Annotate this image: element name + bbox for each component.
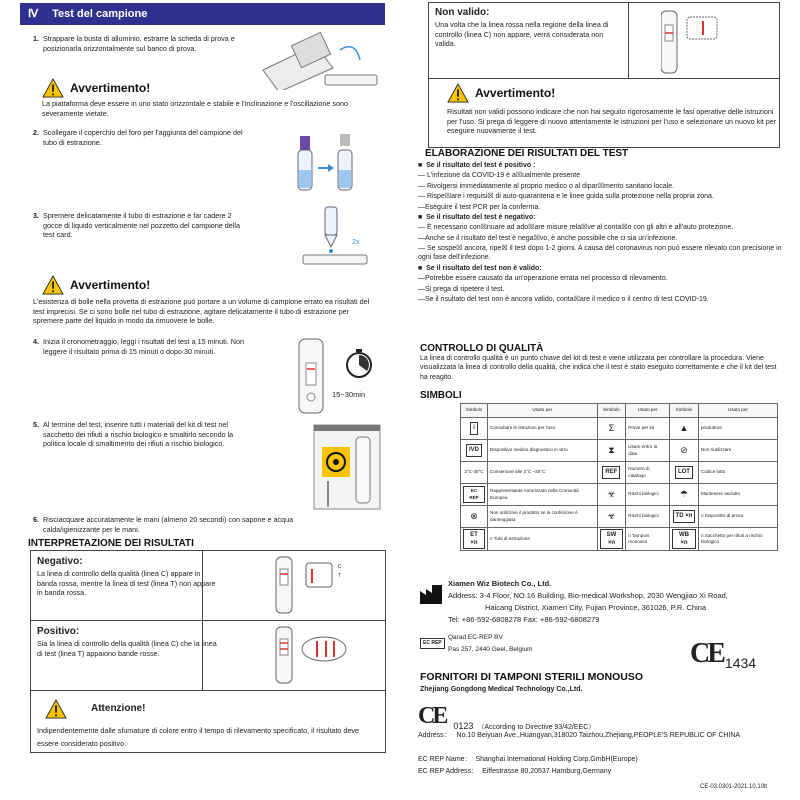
- biohazard-icon: ☣: [607, 489, 616, 500]
- elaboration-title: ELABORAZIONE DEI RISULTATI DEL TEST: [425, 148, 629, 159]
- invalid-line: —Si prega di ripetere il test.: [418, 285, 505, 293]
- document-code: CE-03.0301-2021.10.10lt: [700, 784, 768, 790]
- swab-directive: （According to Directive 93/42/EEC）: [477, 723, 596, 731]
- swab-supplier-title: FORNITORI DI TAMPONI STERILI MONOUSO: [420, 671, 644, 683]
- negative-line: — È necessario con☒nuare ad ado☒are misure rela☒ve al conta☒o con gli altri e all'auto protezione.: [418, 224, 734, 232]
- manufacturer-icon: [418, 583, 444, 605]
- quality-control-text: La linea di controllo qualità è un punto chiave del kit di test e viene utilizzata per controllare la procedura. Viene visualizzata la linea di controllo della qualità, che indica che il test è stato eseguito correttamente e che il kit del test ha reagito.: [420, 355, 777, 381]
- sigma-icon: Σ: [608, 423, 615, 434]
- symbol-meaning: Mantenere asciutto: [698, 484, 777, 506]
- manufacturer-name: Xiamen Wiz Biotech Co., Ltd.: [448, 579, 552, 588]
- negative-box: [30, 550, 386, 621]
- symbol-meaning: Rischi biologici: [626, 484, 670, 506]
- table-row: [461, 418, 778, 440]
- warning-2-text: L'esistenza di bolle nella provetta di estrazione può portare a un volume di campione errato ea risultati del test imprecisi. Se ci sono bolle nel tubo di estrazione, agitare delicatamente il tubo di estrazione per spremere parte del liquido in modo da rimuovere le bolle.: [33, 297, 370, 326]
- header-cell: Simbolo: [597, 404, 626, 418]
- step-text: Inizia il cronometraggio, leggi i risultati del test a 15 minuti. Non leggere il risultato prima di 15 minuti o dopo 30 minuti.: [43, 337, 244, 356]
- table-row: [461, 440, 778, 462]
- symbol-meaning: Rappresentante Autorizzato nella Comunità Europea: [488, 484, 598, 506]
- ce-mark-0123: [418, 700, 595, 732]
- symbol-meaning: Dispositivo medico diagnostico in vitro: [488, 440, 598, 462]
- ivd-icon: IVD: [466, 444, 482, 456]
- do-not-reuse-icon: ⊘: [680, 445, 688, 456]
- manufacturer-icon: ▲: [679, 423, 689, 434]
- invalid-line: —Se il risultato del test non è ancora valido, conta☒are il medico o il centro di test COVID-19.: [418, 295, 709, 303]
- ec-rep-name: Qarad EC-REP BV: [448, 634, 503, 641]
- symbol-meaning: Prove per kit: [626, 418, 670, 440]
- symbols-title: SIMBOLI: [420, 390, 462, 401]
- notified-body-number: 1434: [724, 654, 757, 671]
- positive-line: — Rivolgersi immediatamente al proprio medico o al dipar☒mento sanitario locale.: [418, 182, 675, 190]
- ce-logo-icon: CE: [690, 638, 723, 669]
- timer-illustration: [297, 335, 382, 417]
- warning-icon: [42, 275, 64, 295]
- t-line-label: T: [338, 573, 342, 579]
- negative-heading: ■ Se il risultato del test è negativo:: [418, 213, 536, 221]
- swab-ec-rep-name: EC REP Name： Shanghai International Holding Corp.GmbH(Europe): [418, 756, 638, 763]
- step-text: Scollegare il coperchio del foro per l'aggiunta del campione del tubo di estrazione.: [43, 128, 243, 147]
- ce-logo-icon: CE: [418, 703, 446, 729]
- symbols-table: [460, 403, 778, 551]
- section-header: [20, 3, 385, 25]
- table-row: [461, 462, 778, 484]
- step-text: Al termine del test, inserire tutti i materiali del kit di test nel sacchetto dei rifiuti a rischio biologico e smaltirlo secondo la politica locale di smaltimento dei rifiuti a rischio biologico.: [43, 420, 234, 449]
- invalid-box: [428, 2, 780, 148]
- waste-bags-icon: WB ×n: [672, 529, 696, 549]
- section-number: Ⅳ: [28, 7, 39, 20]
- symbol-meaning: n Dispositivi di prova: [698, 506, 777, 528]
- invalid-warning-header: [447, 83, 555, 103]
- swabs-icon: SW ×n: [600, 529, 624, 549]
- symbol-meaning: Non utilizzare il prodotto se la confezione è danneggiata: [488, 506, 598, 528]
- header-cell: Simbolo: [461, 404, 488, 418]
- swab-company: Zhejiang Gongdong Medical Technology Co.,Ltd.: [420, 686, 583, 693]
- invalid-warning-text: Risultati non validi possono indicare che non hai seguito rigorosamente le fasi operative delle istruzioni per l'uso. Si prega di leggere di nuovo attentamente le istruzioni per l'uso e selezionare un nuovo kit per eseguire nuovamente il test.: [447, 107, 777, 136]
- temperature-icon: 2°C-30°C: [464, 469, 484, 475]
- negative-text: La linea di controllo della qualità (linea C) appare in banda rossa, mentre la linea di test (linea T) non appare in banda rossa.: [37, 569, 216, 598]
- positive-line: — L'infezione da COVID-19 è a☒ualmente presente: [418, 172, 581, 180]
- invalid-cassette-illustration: [661, 9, 761, 75]
- header-cell: Usato per: [626, 404, 670, 418]
- test-devices-icon: TD ×n: [673, 510, 696, 522]
- positive-cassette-illustration: [246, 625, 356, 685]
- step-text: Strappare la busta di alluminio, estrarre la scheda di prova e posizionarla orizzontalmente sul banco di prova.: [43, 34, 235, 53]
- table-row: [461, 484, 778, 506]
- positive-text: Sia la linea di controllo della qualità (linea C) che la linea di test (linea T) appaiono bande rosse.: [37, 639, 217, 658]
- step-4: [33, 337, 253, 356]
- attention-box: [30, 691, 386, 753]
- drops-count-label: 2x: [352, 237, 360, 246]
- warning-1-header: [42, 78, 150, 98]
- lot-icon: LOT: [675, 466, 693, 478]
- symbol-meaning: Codice lotto: [698, 462, 777, 484]
- header-cell: Simbolo: [669, 404, 698, 418]
- table-row: [461, 506, 778, 528]
- header-cell: Usato per: [698, 404, 777, 418]
- invalid-heading: ■ Se il risultato del test non è valido:: [418, 264, 542, 272]
- ec-rep-icon: EC REP: [463, 486, 485, 502]
- biohazard-bag-illustration: [312, 423, 382, 511]
- step-number: 5.: [33, 420, 39, 429]
- manufacturer-address-2: Haicang District, Xiamen City, Fujian Province, 361026, P.R. China: [485, 603, 707, 612]
- invalid-title: Non valido:: [435, 7, 490, 18]
- attention-text: Indipendentemente dalle sfumature di colore entro il tempo di rilevamento specificato, il risultato deve essere considerato positivo.: [37, 726, 360, 748]
- ec-rep-address: Pas 257, 2440 Geel, Belgium: [448, 646, 533, 653]
- warning-icon: [42, 78, 64, 98]
- warning-icon: [45, 699, 67, 719]
- card-unpack-illustration: [255, 30, 380, 90]
- attention-header: [45, 699, 145, 719]
- symbol-meaning: Rischi biologici: [626, 506, 670, 528]
- interpretation-title: INTERPRETAZIONE DEI RISULTATI: [28, 538, 194, 549]
- symbol-meaning: Conservare alle 2°C ~30°C: [488, 462, 598, 484]
- positive-heading: ■ Se il risultato del test è positivo :: [418, 162, 536, 169]
- ref-icon: REF: [602, 466, 620, 478]
- step-text: Risciacquare accuratamente le mani (almeno 20 secondi) con sapone e acqua calda/igienizzante per le mani.: [43, 515, 294, 534]
- symbol-meaning: Non riutilizzare: [698, 440, 777, 462]
- header-cell: Usato per: [488, 404, 598, 418]
- step-6: [33, 515, 343, 534]
- symbol-meaning: Consultare le istruzioni per l'uso: [488, 418, 598, 440]
- symbol-meaning: produttore: [698, 418, 777, 440]
- warning-icon: [447, 83, 469, 103]
- swab-ec-rep-address: EC REP Address： Eiffestrasse 80,20537 Hamburg,Germany: [418, 768, 612, 775]
- symbol-meaning: n Tubi di estrazione: [488, 528, 598, 551]
- step-number: 1.: [33, 34, 39, 43]
- hourglass-icon: ⧗: [608, 445, 615, 456]
- keep-dry-icon: ☂: [679, 489, 688, 500]
- step-5: [33, 420, 248, 449]
- swab-ce-number: 0123: [453, 721, 474, 732]
- table-header-row: [461, 404, 778, 418]
- extraction-tubes-icon: ET ×n: [463, 529, 485, 549]
- step-number: 3.: [33, 211, 39, 220]
- invalid-line: —Potrebbe essere causato da un'operazione errata nel processo di rilevamento.: [418, 275, 668, 283]
- attention-title: Attenzione!: [91, 703, 146, 715]
- symbols-table-wrap: [460, 403, 778, 551]
- warning-2-header: [42, 275, 150, 295]
- manufacturer-address-1: Address: 3-4 Floor, NO.16 Building, Bio-medical Workshop, 2030 Wengjiao Xi Road,: [448, 591, 728, 600]
- positive-line: — Rispe☒are i requisi☒ di auto-quarantena e le linee guida sulla protezione nella propria zona.: [418, 193, 714, 201]
- step-3: [33, 211, 248, 240]
- ce-mark-1434: [690, 635, 756, 673]
- step-text: Spremere delicatamente il tubo di estrazione e far cadere 2 gocce di liquido verticalmente nel pozzetto del campione della test card.: [43, 211, 240, 240]
- consult-instructions-icon: i: [470, 422, 478, 434]
- step-number: 2.: [33, 128, 39, 137]
- step-1: [33, 34, 243, 53]
- warning-1-text: La piattaforma deve essere in uno stato orizzontale e stabile e l'inclinazione e l'oscillazione sono severamente vietate.: [42, 99, 348, 118]
- positive-line: —Eseguire il test PCR per la conferma.: [418, 203, 541, 211]
- symbol-meaning: n Sacchetto per rifiuti a rischio biologico: [698, 528, 777, 551]
- manufacturer-phone: Tel: +86-592-6808278 Fax: +86-592-6808279: [448, 615, 600, 624]
- drop-sample-illustration: [295, 205, 375, 267]
- positive-title: Positivo:: [37, 626, 80, 637]
- step-number: 4.: [33, 337, 39, 346]
- timer-label: 15~30min: [332, 390, 366, 399]
- biohazard-icon: ☣: [607, 511, 616, 522]
- table-row: [461, 528, 778, 551]
- symbol-meaning: Numero di catalogo: [626, 462, 670, 484]
- elaboration-body: [418, 161, 784, 305]
- quality-control-title: CONTROLLO DI QUALITÀ: [420, 343, 544, 354]
- ec-rep-badge: EC REP: [420, 638, 445, 649]
- step-number: 6.: [33, 515, 39, 524]
- tube-cap-illustration: [290, 128, 370, 200]
- negative-title: Negativo:: [37, 556, 83, 567]
- warning-title: Avvertimento!: [70, 80, 151, 95]
- negative-line: —Anche se il risultato del test è nega☒vo, è anche possibile che ci sia un'infezione.: [418, 234, 678, 242]
- c-line-label: C: [338, 564, 342, 570]
- symbol-meaning: n Tamponi monouso: [626, 528, 670, 551]
- warning-title: Avvertimento!: [475, 85, 556, 100]
- section-title: Test del campione: [52, 7, 148, 20]
- invalid-text: Una volta che la linea rossa nella regione della linea di controllo (linea C) non appare, verrà considerata non valida.: [435, 20, 609, 49]
- negative-line: — Se sospe☒ ancora, ripe☒ il test dopo 1-2 giorni. A causa del coronavirus non può essere rilevato con precisione in ogni fase dell'infezione.: [418, 245, 782, 262]
- positive-box: [30, 621, 386, 691]
- swab-address: Address： No.10 Beiyuan Ave.,Huangyan,318020 Taizhou,Zhejiang,PEOPLE'S REPUBLIC OF CHINA: [418, 732, 741, 739]
- step-2: [33, 128, 248, 147]
- warning-title: Avvertimento!: [70, 277, 151, 292]
- symbol-meaning: Usare entro la data: [626, 440, 670, 462]
- damaged-package-icon: ⊗: [470, 511, 478, 522]
